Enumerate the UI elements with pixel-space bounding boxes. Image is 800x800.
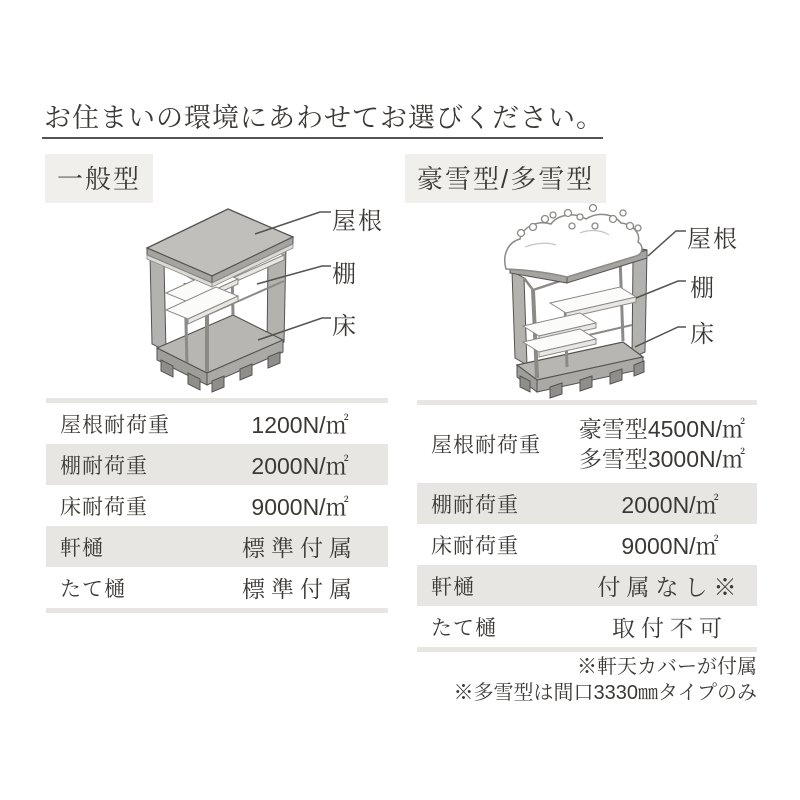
- table-row: [417, 524, 757, 565]
- callout-shelf-general: 棚: [332, 261, 358, 288]
- spec-label: 棚耐荷重: [60, 454, 148, 478]
- footnote-eave-cover: ※軒天カバーが付属: [577, 656, 757, 678]
- table-row: [46, 526, 388, 567]
- spec-value-line1: 豪雪型4500N/㎡: [578, 415, 745, 442]
- spec-label: 棚耐荷重: [431, 493, 519, 517]
- spec-value: 取付不可: [612, 615, 728, 641]
- spec-value: 2000N/㎡: [251, 453, 349, 479]
- spec-label: 床耐荷重: [60, 495, 148, 519]
- footnote-multi-snow-size: ※多雪型は間口3330㎜タイプのみ: [453, 682, 757, 704]
- callout-shelf-snow: 棚: [690, 275, 716, 302]
- spec-label: 床耐荷重: [431, 534, 519, 558]
- spec-value: 2000N/㎡: [621, 492, 719, 518]
- callout-floor-snow: 床: [690, 321, 716, 348]
- table-row: [417, 565, 757, 606]
- spec-value-line2: 多雪型3000N/㎡: [578, 446, 745, 472]
- table-row: [46, 567, 388, 608]
- spec-label: 軒樋: [60, 536, 104, 560]
- callout-roof-snow: 屋根: [687, 226, 739, 253]
- spec-label: 屋根耐荷重: [431, 434, 541, 457]
- callout-roof-general: 屋根: [332, 208, 384, 235]
- table-row: [417, 606, 757, 647]
- spec-label: 軒樋: [431, 575, 475, 599]
- spec-label: たて樋: [431, 616, 497, 640]
- title-underline: [42, 137, 603, 139]
- table-row: [46, 485, 388, 526]
- spec-value: 1200N/㎡: [251, 412, 349, 438]
- table-row: [417, 405, 757, 483]
- spec-value: [579, 414, 757, 475]
- spec-table-general: [46, 398, 388, 613]
- spec-table-heavy-snow: [417, 400, 757, 652]
- table-row: [417, 483, 757, 524]
- spec-label: 屋根耐荷重: [60, 413, 170, 437]
- section-header-heavy-snow: 豪雪型/多雪型: [405, 154, 606, 203]
- table-row: [46, 444, 388, 485]
- spec-value: 標準付属: [242, 535, 358, 561]
- footnotes: [417, 654, 757, 706]
- spec-value: 標準付属: [242, 576, 358, 602]
- section-header-general: 一般型: [45, 154, 153, 203]
- callout-floor-general: 床: [332, 313, 358, 340]
- spec-value: 9000N/㎡: [621, 533, 719, 559]
- spec-value: 付属なし※: [597, 574, 743, 600]
- spec-value: 9000N/㎡: [251, 494, 349, 520]
- table-row: [46, 403, 388, 444]
- spec-label: たて樋: [60, 577, 126, 601]
- page-title: お住まいの環境にあわせてお選びください。: [44, 103, 604, 133]
